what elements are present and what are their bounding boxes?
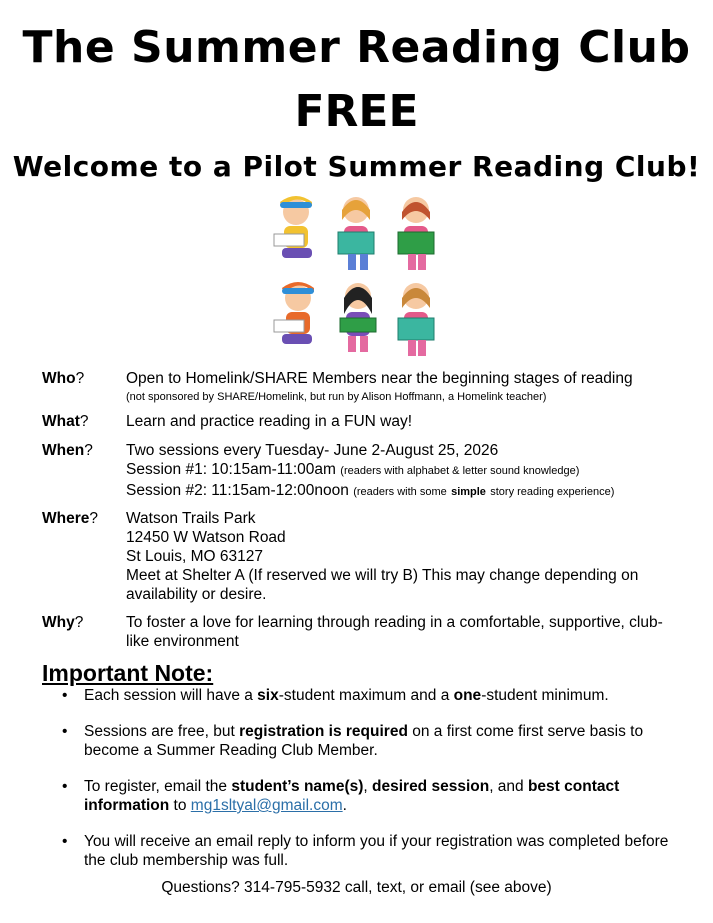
page-title: The Summer Reading Club <box>22 22 691 73</box>
child-reading-4 <box>274 282 314 344</box>
where-line-1: Watson Trails Park <box>126 510 256 527</box>
who-value <box>126 369 686 407</box>
note-item-3: • To register, email the student’s name(s), desired session, and best contact information to mg1sltyal@gmail.com. <box>62 778 620 814</box>
who-note: (not sponsored by SHARE/Homelink, but run by Alison Hoffmann, a Homelink teacher) <box>126 391 547 403</box>
note-item-2: • Sessions are free, but registration is required on a first come first serve basis to become a Summer Reading Club Member. <box>62 723 644 759</box>
why-value: To foster a love for learning through reading in a comfortable, supportive, club-like environment <box>126 614 663 650</box>
where-line-3: St Louis, MO 63127 <box>126 548 263 565</box>
important-note-heading: Important Note: <box>42 660 214 686</box>
why-label: Why? <box>42 614 84 631</box>
session-1: Session #1: 10:15am-11:00am (readers with alphabet & letter sound knowledge) <box>126 461 580 478</box>
where-line-2: 12450 W Watson Road <box>126 529 286 546</box>
child-reading-6 <box>398 283 434 356</box>
child-reading-2 <box>338 197 374 270</box>
free-heading: FREE <box>294 86 419 137</box>
note-item-4: • You will receive an email reply to inform you if your registration was completed before the club membership was full. <box>62 833 669 869</box>
children-reading-illustration <box>268 190 444 362</box>
contact-footer: Questions? 314-795-5932 call, text, or email (see above) <box>161 879 552 896</box>
what-label: What? <box>42 413 89 430</box>
bullet-icon: • <box>62 687 68 704</box>
where-line-4: Meet at Shelter A (If reserved we will try B) This may change depending on availability or desire. <box>126 567 639 603</box>
who-label: Who? <box>42 370 85 387</box>
when-value <box>126 441 686 502</box>
bullet-icon: • <box>62 833 68 850</box>
who-text: Open to Homelink/SHARE Members near the beginning stages of reading <box>126 370 633 387</box>
when-label: When? <box>42 442 93 459</box>
where-value <box>126 509 686 604</box>
important-notes-list <box>42 686 682 870</box>
bullet-icon: • <box>62 723 68 740</box>
where-label: Where? <box>42 510 98 527</box>
note-item-1: • Each session will have a six-student maximum and a one-student minimum. <box>62 687 609 704</box>
when-text: Two sessions every Tuesday- June 2-August 25, 2026 <box>126 442 499 459</box>
what-value: Learn and practice reading in a FUN way! <box>126 413 413 430</box>
email-link[interactable]: mg1sltyal@gmail.com <box>190 797 343 814</box>
child-reading-1 <box>274 196 312 258</box>
child-reading-5 <box>340 283 376 352</box>
session-2: Session #2: 11:15am-12:00noon (readers with some simple story reading experience) <box>126 482 615 499</box>
welcome-subtitle: Welcome to a Pilot Summer Reading Club! <box>12 150 701 183</box>
bullet-icon: • <box>62 778 68 795</box>
child-reading-3 <box>398 197 434 270</box>
